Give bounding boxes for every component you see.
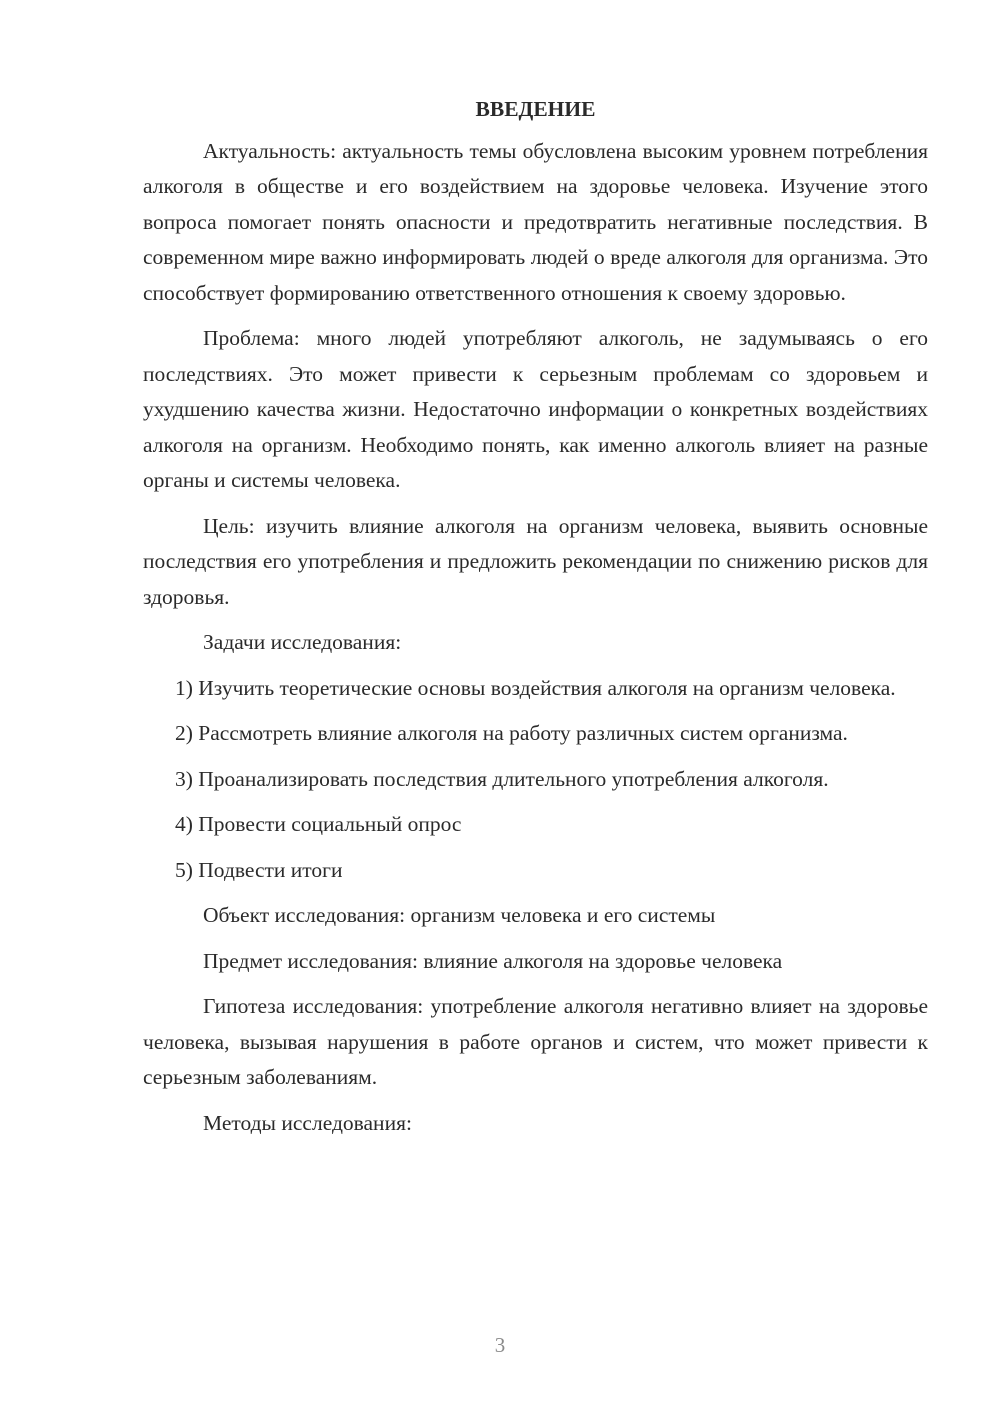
methods-heading: Методы исследования: bbox=[203, 1110, 412, 1135]
page-title: ВВЕДЕНИЕ bbox=[475, 97, 596, 121]
problem-paragraph: Проблема: много людей употребляют алкоголь, не задумываясь о его последствиях. Это может привести к серьезным проблемам со здоровьем и ухудшению качества жизни. Недостаточно информации о конкретных воздействиях алкоголя на организм. Необходимо понять, как именно алкоголь влияет на разные органы и системы человека. bbox=[143, 326, 928, 492]
task-item-4: 4) Провести социальный опрос bbox=[175, 812, 462, 836]
goal-paragraph: Цель: изучить влияние алкоголя на организм человека, выявить основные последствия его употребления и предложить рекомендации по снижению рисков для здоровья. bbox=[143, 513, 928, 609]
task-item-1: 1) Изучить теоретические основы воздействия алкоголя на организм человека. bbox=[175, 675, 896, 700]
task-item-2: 2) Рассмотреть влияние алкоголя на работу различных систем организма. bbox=[175, 721, 848, 745]
task-item-5: 5) Подвести итоги bbox=[175, 857, 343, 882]
task-item-3: 3) Проанализировать последствия длительного употребления алкоголя. bbox=[175, 766, 829, 791]
hypothesis-paragraph: Гипотеза исследования: употребление алкоголя негативно влияет на здоровье человека, вызывая нарушения в работе органов и систем, что может привести к серьезным заболеваниям. bbox=[143, 994, 928, 1089]
relevance-paragraph: Актуальность: актуальность темы обусловлена высоким уровнем потребления алкоголя в обществе и его воздействием на здоровье человека. Изучение этого вопроса помогает понять опасности и предотвратить негативные последствия. В современном мире важно информировать людей о вреде алкоголя для организма. Это способствует формированию ответственного отношения к своему здоровью. bbox=[143, 138, 928, 305]
page-number: 3 bbox=[494, 1333, 506, 1357]
object-paragraph: Объект исследования: организм человека и его системы bbox=[203, 903, 716, 927]
tasks-heading: Задачи исследования: bbox=[203, 630, 402, 654]
document-page bbox=[143, 92, 928, 1151]
subject-paragraph: Предмет исследования: влияние алкоголя на здоровье человека bbox=[203, 948, 783, 973]
